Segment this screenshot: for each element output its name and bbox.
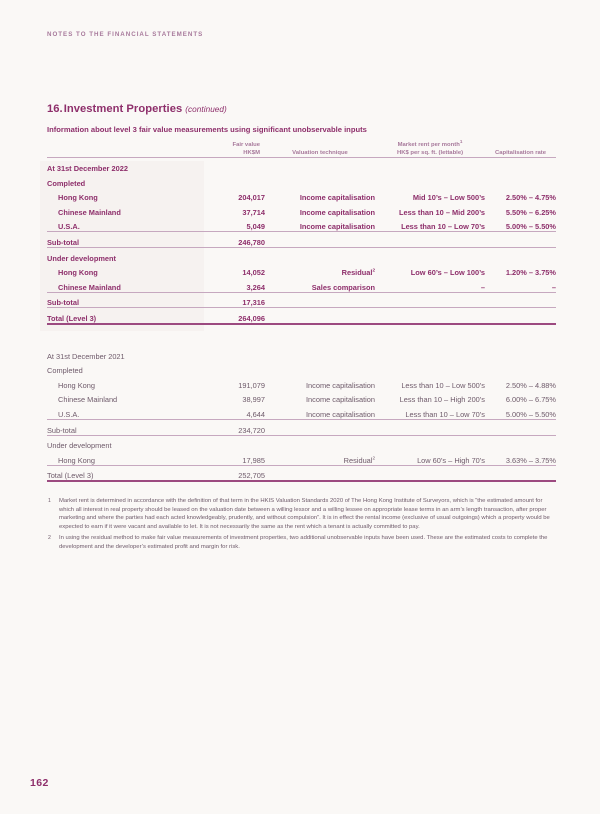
footnotes [47,497,556,555]
row-market-rent: Less than 10 – High 200’s [399,395,485,405]
note-title-text: Investment Properties [63,103,183,115]
row-label: Hong Kong [58,380,95,390]
footnote-1-text: Market rent is determined in accordance with the definition of that term in the HKIS Valuation Standards 2020 of The Hong Kong Institute of Surveyors, which is “the estimated amount for which all interest in real property should be leased on the valuation date between a willing lessor and a willing lessee on appropriate lease terms in an arm’s length transaction, after proper marketing and where the parties had each acted knowledgeably, prudently, and without compulsion”. It is in effect the rental income (exclusive of usual outgoings) which a property would be expected to earn if it were vacant and available to let. It is not necessarily the same as the rent which a tenant is actually committed to pay. [59,498,550,530]
table-row [47,450,556,465]
row-technique: Income capitalisation [299,207,375,217]
period-label: At 31st December 2022 [47,164,128,173]
fair-value-table-2022 [47,141,556,325]
table-row [47,188,556,203]
row-fair-value: 4,644 [202,404,265,419]
column-header-market-rent-line2: HK$ per sq. ft. (lettable) [396,150,464,157]
subtotal-label: Sub-total [47,419,202,435]
column-header-fair-value-line2: HK$M [243,150,260,157]
subtotal-row [47,232,556,248]
period-heading-row [47,346,556,361]
row-technique: Income capitalisation [305,395,375,405]
row-cap-rate: 5.00% – 5.50% [485,404,556,419]
table-row [47,277,556,292]
column-header-valuation-technique: Valuation technique [265,141,375,158]
row-label: Hong Kong [47,450,202,465]
row-technique: Income capitalisation [265,217,375,232]
row-technique: Residual$^2$ [341,267,375,278]
group-heading-row [47,247,556,262]
row-fair-value: 17,985 [202,450,265,465]
column-header-label [47,141,202,158]
table-row [47,217,556,232]
row-technique: Sales comparison [265,277,375,292]
row-label: Chinese Mainland [58,207,121,217]
row-market-rent: Less than 10 – Low 70’s [375,404,485,419]
table-header-row [47,141,556,158]
subtotal-label: Sub-total [47,292,202,308]
column-header-capitalisation-rate: Capitalisation rate [485,141,556,158]
row-fair-value: 204,017 [238,193,265,203]
row-fair-value: 5,049 [202,217,265,232]
running-head: NOTES TO THE FINANCIAL STATEMENTS [47,31,204,38]
page-number: 162 [30,777,49,789]
row-cap-rate: 2.50% – 4.75% [505,193,556,203]
row-market-rent: Less than 10 – Low 500’s [401,380,485,390]
total-value: 252,705 [202,465,265,481]
row-fair-value: 191,079 [238,380,265,390]
fair-value-table-2021 [47,346,556,482]
column-header-market-rent-line1: Market rent per month [397,142,460,148]
total-label: Total (Level 3) [47,308,202,324]
row-market-rent: Low 60’s – High 70’s [375,450,485,465]
row-technique: Income capitalisation [299,193,375,203]
group-heading-row [47,173,556,188]
row-cap-rate: 5.00% – 5.50% [485,217,556,232]
column-header-market-rent [375,141,485,158]
row-technique: Residual$^2$ [265,450,375,465]
subtotal-row [47,292,556,308]
period-label: At 31st December 2021 [47,351,125,361]
row-label: Hong Kong [58,193,98,203]
footnote-2-marker: 2 [48,535,51,542]
subtotal-label: Sub-total [47,232,202,248]
subtotal-row [47,419,556,435]
group-label-under-development: Under development [47,441,112,451]
row-market-rent: – [375,277,485,292]
group-label-completed: Completed [47,366,83,376]
total-row [47,465,556,481]
footnote-2-text: In using the residual method to make fair value measurements of investment properties, two additional unobservable inputs have been used. These are the estimated costs to complete the development and the developer’s estimated profit and margin for risk. [59,535,548,550]
row-fair-value: 3,264 [202,277,265,292]
row-cap-rate: 5.50% – 6.25% [505,207,556,217]
footnote-1 [47,497,556,531]
row-label: U.S.A. [47,217,202,232]
column-header-fair-value-line1: Fair value [232,142,260,148]
row-cap-rate: 3.63% – 3.75% [485,450,556,465]
footnote-2 [47,534,556,551]
table-row [47,375,556,390]
subtotal-value: 234,720 [202,419,265,435]
row-label: U.S.A. [47,404,202,419]
row-market-rent: Less than 10 – Mid 200’s [399,207,485,217]
row-fair-value: 38,997 [242,395,265,405]
total-row [47,308,556,324]
row-market-rent: Less than 10 – Low 70’s [375,217,485,232]
row-label: Chinese Mainland [47,277,202,292]
footnote-ref-2: 2 [372,267,375,273]
row-market-rent: Mid 10’s – Low 500’s [412,193,485,203]
column-header-fair-value [202,141,265,158]
page-title [47,103,227,115]
row-fair-value: 14,052 [242,268,265,278]
row-cap-rate: 1.20% – 3.75% [505,268,556,278]
table-row [47,263,556,278]
row-technique: Income capitalisation [265,404,375,419]
note-continued-label: (continued) [185,105,227,114]
total-value: 264,096 [202,308,265,324]
section-subheading: Information about level 3 fair value measurements using significant unobservable inputs [47,125,367,134]
group-label-under-development: Under development [47,253,116,263]
subtotal-value: 246,780 [202,232,265,248]
row-cap-rate: 2.50% – 4.88% [505,380,556,390]
group-heading-row [47,361,556,376]
row-label: Hong Kong [58,268,98,278]
table-row [47,404,556,419]
row-cap-rate: 6.00% – 6.75% [505,395,556,405]
row-fair-value: 37,714 [242,207,265,217]
group-heading-row [47,435,556,450]
row-market-rent: Low 60’s – Low 100’s [410,268,485,278]
footnote-ref-1: 1 [459,139,463,145]
table-row [47,202,556,217]
subtotal-value: 17,316 [202,292,265,308]
period-heading-row [47,158,556,173]
total-label: Total (Level 3) [47,465,202,481]
group-label-completed: Completed [47,178,86,188]
row-label: Chinese Mainland [58,395,118,405]
table-row [47,390,556,405]
note-number: 16. [47,103,63,115]
footnote-ref-2: 2 [372,455,375,461]
footnote-1-marker: 1 [48,498,51,504]
row-cap-rate: – [485,277,556,292]
row-technique: Income capitalisation [305,380,375,390]
